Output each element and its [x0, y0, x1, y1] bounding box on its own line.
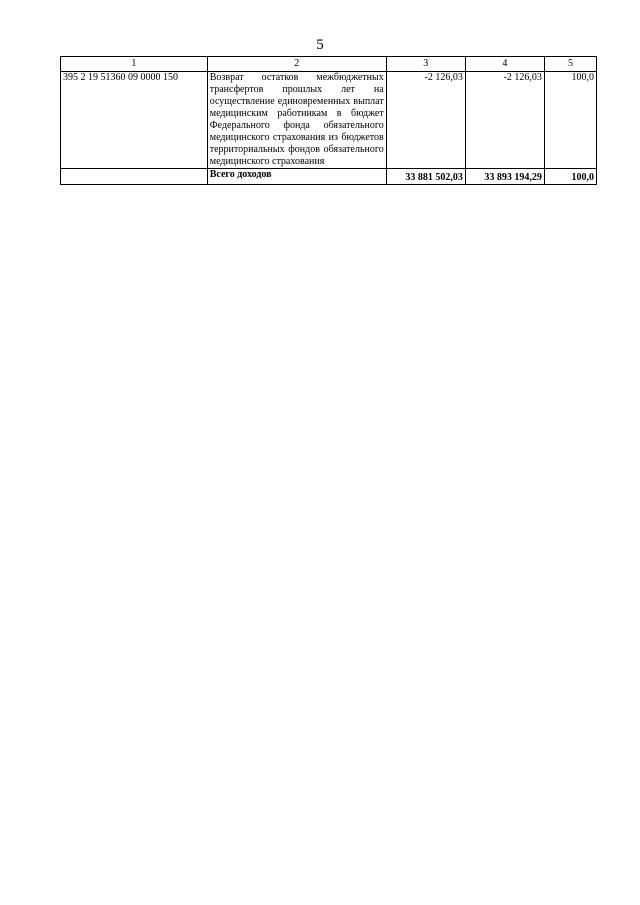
- total-value-cell-3: 33 881 502,03: [386, 169, 465, 185]
- total-value-cell-4: 33 893 194,29: [465, 169, 544, 185]
- table-header-row: [61, 57, 597, 72]
- table-row: [61, 72, 597, 169]
- column-header-1: 1: [61, 57, 208, 72]
- column-header-2: 2: [207, 57, 386, 72]
- column-header-3: 3: [386, 57, 465, 72]
- total-percent-cell: 100,0: [544, 169, 596, 185]
- total-code-cell: [61, 169, 208, 185]
- budget-code-cell: 395 2 19 51360 09 0000 150: [61, 72, 208, 169]
- total-row: [61, 169, 597, 185]
- value-cell-4: -2 126,03: [465, 72, 544, 169]
- total-label-cell: Всего доходов: [207, 169, 386, 185]
- page-number: 5: [316, 37, 324, 53]
- revenue-table: [60, 56, 597, 185]
- percent-cell: 100,0: [544, 72, 596, 169]
- description-cell: Возврат остатков межбюджетных трансфертов прошлых лет на осуществление единовременных выплат медицинским работникам в бюджет Федерального фонда обязательного медицинского страхования из бюджетов территориальных фондов обязательного медицинского страхования: [207, 72, 386, 169]
- column-header-5: 5: [544, 57, 596, 72]
- value-cell-3: -2 126,03: [386, 72, 465, 169]
- column-header-4: 4: [465, 57, 544, 72]
